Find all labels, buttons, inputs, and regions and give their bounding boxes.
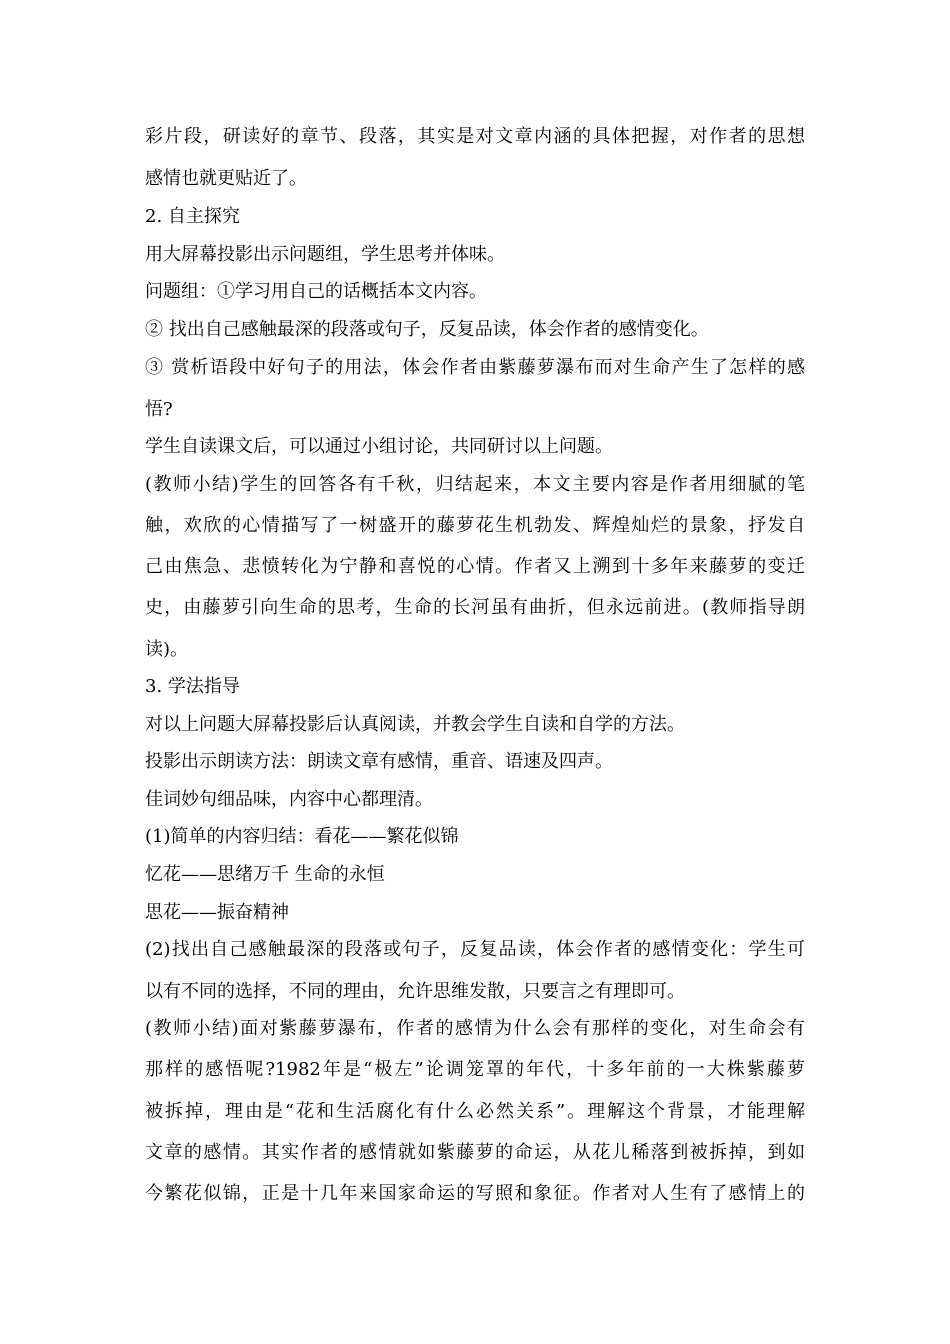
paragraph-line: 投影出示朗读方法：朗读文章有感情，重音、语速及四声。 bbox=[145, 751, 613, 772]
paragraph-line: 对以上问题大屏幕投影后认真阅读，并教会学生自读和自学的方法。 bbox=[145, 714, 685, 735]
paragraph-line: (1)简单的内容归结：看花——繁花似锦 bbox=[145, 826, 459, 847]
paragraph-line: ③ 赏析语段中好句子的用法，体会作者由紫藤萝瀑布而对生命产生了怎样的感 bbox=[145, 357, 805, 378]
section-heading: 2. 自主探究 bbox=[145, 206, 240, 227]
paragraph-line: 悟? bbox=[145, 399, 173, 420]
paragraph-line: 用大屏幕投影出示问题组，学生思考并体味。 bbox=[145, 244, 505, 265]
paragraph-line: 史，由藤萝引向生命的思考，生命的长河虽有曲折，但永远前进。(教师指导朗 bbox=[145, 597, 805, 618]
paragraph-line: 以有不同的选择，不同的理由，允许思维发散，只要言之有理即可。 bbox=[145, 981, 685, 1002]
paragraph-line: 今繁花似锦，正是十几年来国家命运的写照和象征。作者对人生有了感情上的 bbox=[145, 1183, 805, 1204]
paragraph-line: 学生自读课文后，可以通过小组讨论，共同研讨以上问题。 bbox=[145, 436, 613, 457]
paragraph-line: 佳词妙句细品味，内容中心都理清。 bbox=[145, 789, 433, 810]
paragraph-line: 问题组：①学习用自己的话概括本文内容。 bbox=[145, 281, 487, 302]
paragraph-line: 那样的感悟呢?1982年是“极左”论调笼罩的年代，十多年前的一大株紫藤萝 bbox=[145, 1059, 805, 1080]
paragraph-line: (教师小结)面对紫藤萝瀑布，作者的感情为什么会有那样的变化，对生命会有 bbox=[145, 1018, 805, 1039]
paragraph-line: 彩片段，研读好的章节、段落，其实是对文章内涵的具体把握，对作者的思想 bbox=[145, 126, 805, 147]
paragraph-line: 读)。 bbox=[145, 639, 189, 660]
paragraph-line: 感情也就更贴近了。 bbox=[145, 168, 307, 189]
section-heading: 3. 学法指导 bbox=[145, 676, 240, 697]
paragraph-line: 己由焦急、悲愤转化为宁静和喜悦的心情。作者又上溯到十多年来藤萝的变迁 bbox=[145, 556, 805, 577]
paragraph-line: (教师小结)学生的回答各有千秋，归结起来，本文主要内容是作者用细腻的笔 bbox=[145, 474, 805, 495]
paragraph-line: (2)找出自己感触最深的段落或句子，反复品读，体会作者的感情变化：学生可 bbox=[145, 939, 805, 960]
paragraph-line: ② 找出自己感触最深的段落或句子，反复品读，体会作者的感情变化。 bbox=[145, 319, 709, 340]
paragraph-line: 思花——振奋精神 bbox=[145, 902, 289, 923]
paragraph-line: 触，欢欣的心情描写了一树盛开的藤萝花生机勃发、辉煌灿烂的景象，抒发自 bbox=[145, 515, 805, 536]
paragraph-line: 忆花——思绪万千 生命的永恒 bbox=[145, 864, 385, 885]
paragraph-line: 被拆掉，理由是“花和生活腐化有什么必然关系”。理解这个背景，才能理解 bbox=[145, 1101, 805, 1122]
paragraph-line: 文章的感情。其实作者的感情就如紫藤萝的命运，从花儿稀落到被拆掉，到如 bbox=[145, 1142, 805, 1163]
